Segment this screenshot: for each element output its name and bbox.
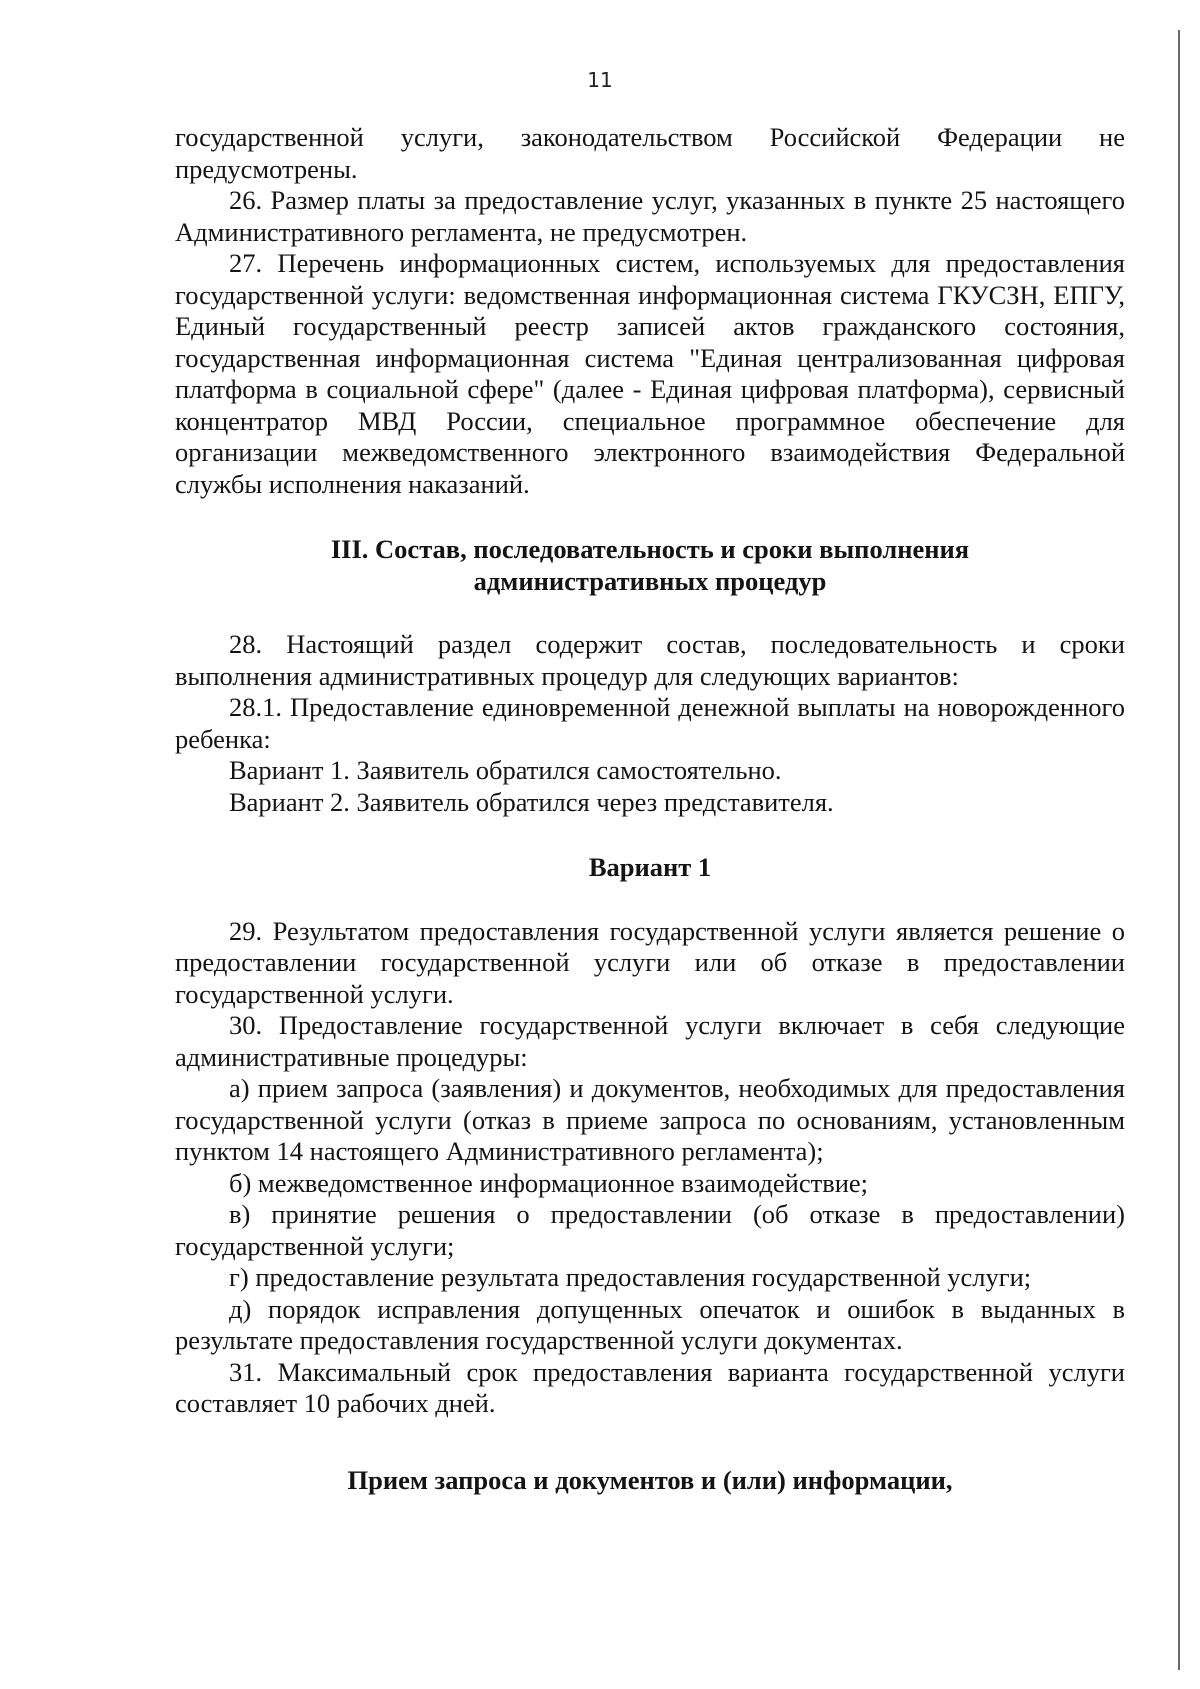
list-item-d: д) порядок исправления допущенных опечаток и ошибок в выданных в результате предоставления государственной услуги документах. [175, 1293, 1125, 1355]
paragraph-28: 28. Настоящий раздел содержит состав, последовательность и сроки выполнения административных процедур для следующих вариантов: [175, 629, 1125, 691]
list-item-b: б) межведомственное информационное взаимодействие; [229, 1167, 869, 1198]
paragraph-31: 31. Максимальный срок предоставления варианта государственной услуги составляет 10 рабочих дней. [175, 1356, 1125, 1418]
paragraph-continuation: государственной услуги, законодательством Российской Федерации не предусмотрены. [175, 122, 1125, 184]
section-3-heading [175, 534, 1125, 597]
document-body [175, 122, 1125, 1496]
page-number: 11 [587, 68, 613, 92]
paragraph-26: 26. Размер платы за предоставление услуг, указанных в пункте 25 настоящего Административного регламента, не предусмотрен. [175, 185, 1125, 247]
variant-1-heading: Вариант 1 [588, 852, 712, 882]
list-item-a: а) прием запроса (заявления) и документов, необходимых для предоставления государственной услуги (отказ в приеме запроса по основаниям, установленным пунктом 14 настоящего Административного регламента); [175, 1073, 1125, 1166]
variant-1-line: Вариант 1. Заявитель обратился самостоятельно. [229, 755, 782, 785]
subsection-heading: Прием запроса и документов и (или) информации, [347, 1464, 953, 1495]
list-item-v: в) принятие решения о предоставлении (об отказе в предоставлении) государственной услуги; [175, 1199, 1125, 1261]
scan-edge-line [1178, 30, 1180, 1670]
list-item-g: г) предоставление результата предоставления государственной услуги; [229, 1262, 1032, 1292]
paragraph-28-1: 28.1. Предоставление единовременной денежной выплаты на новорожденного ребенка: [175, 692, 1125, 754]
variant-2-line: Вариант 2. Заявитель обратился через представителя. [229, 786, 834, 817]
section-3-heading-line-1: III. Состав, последовательность и сроки выполнения [330, 534, 970, 564]
paragraph-30: 30. Предоставление государственной услуги включает в себя следующие административные процедуры: [175, 1010, 1125, 1072]
section-3-heading-line-2: административных процедур [473, 565, 827, 596]
paragraph-27: 27. Перечень информационных систем, используемых для предоставления государственной услуги: ведомственная информационная система ГКУСЗН, ЕПГУ, Единый государственный реестр записей актов гражданского состояния, государственная информационная система "Единая централизованная цифровая платформа в социальной сфере" (далее - Единая цифровая платформа), сервисный концентратор МВД России, специальное программное обеспечение для организации межведомственного электронного взаимодействия Федеральной службы исполнения наказаний. [175, 248, 1125, 499]
paragraph-29: 29. Результатом предоставления государственной услуги является решение о предоставлении государственной услуги или об отказе в предоставлении государственной услуги. [175, 915, 1125, 1009]
